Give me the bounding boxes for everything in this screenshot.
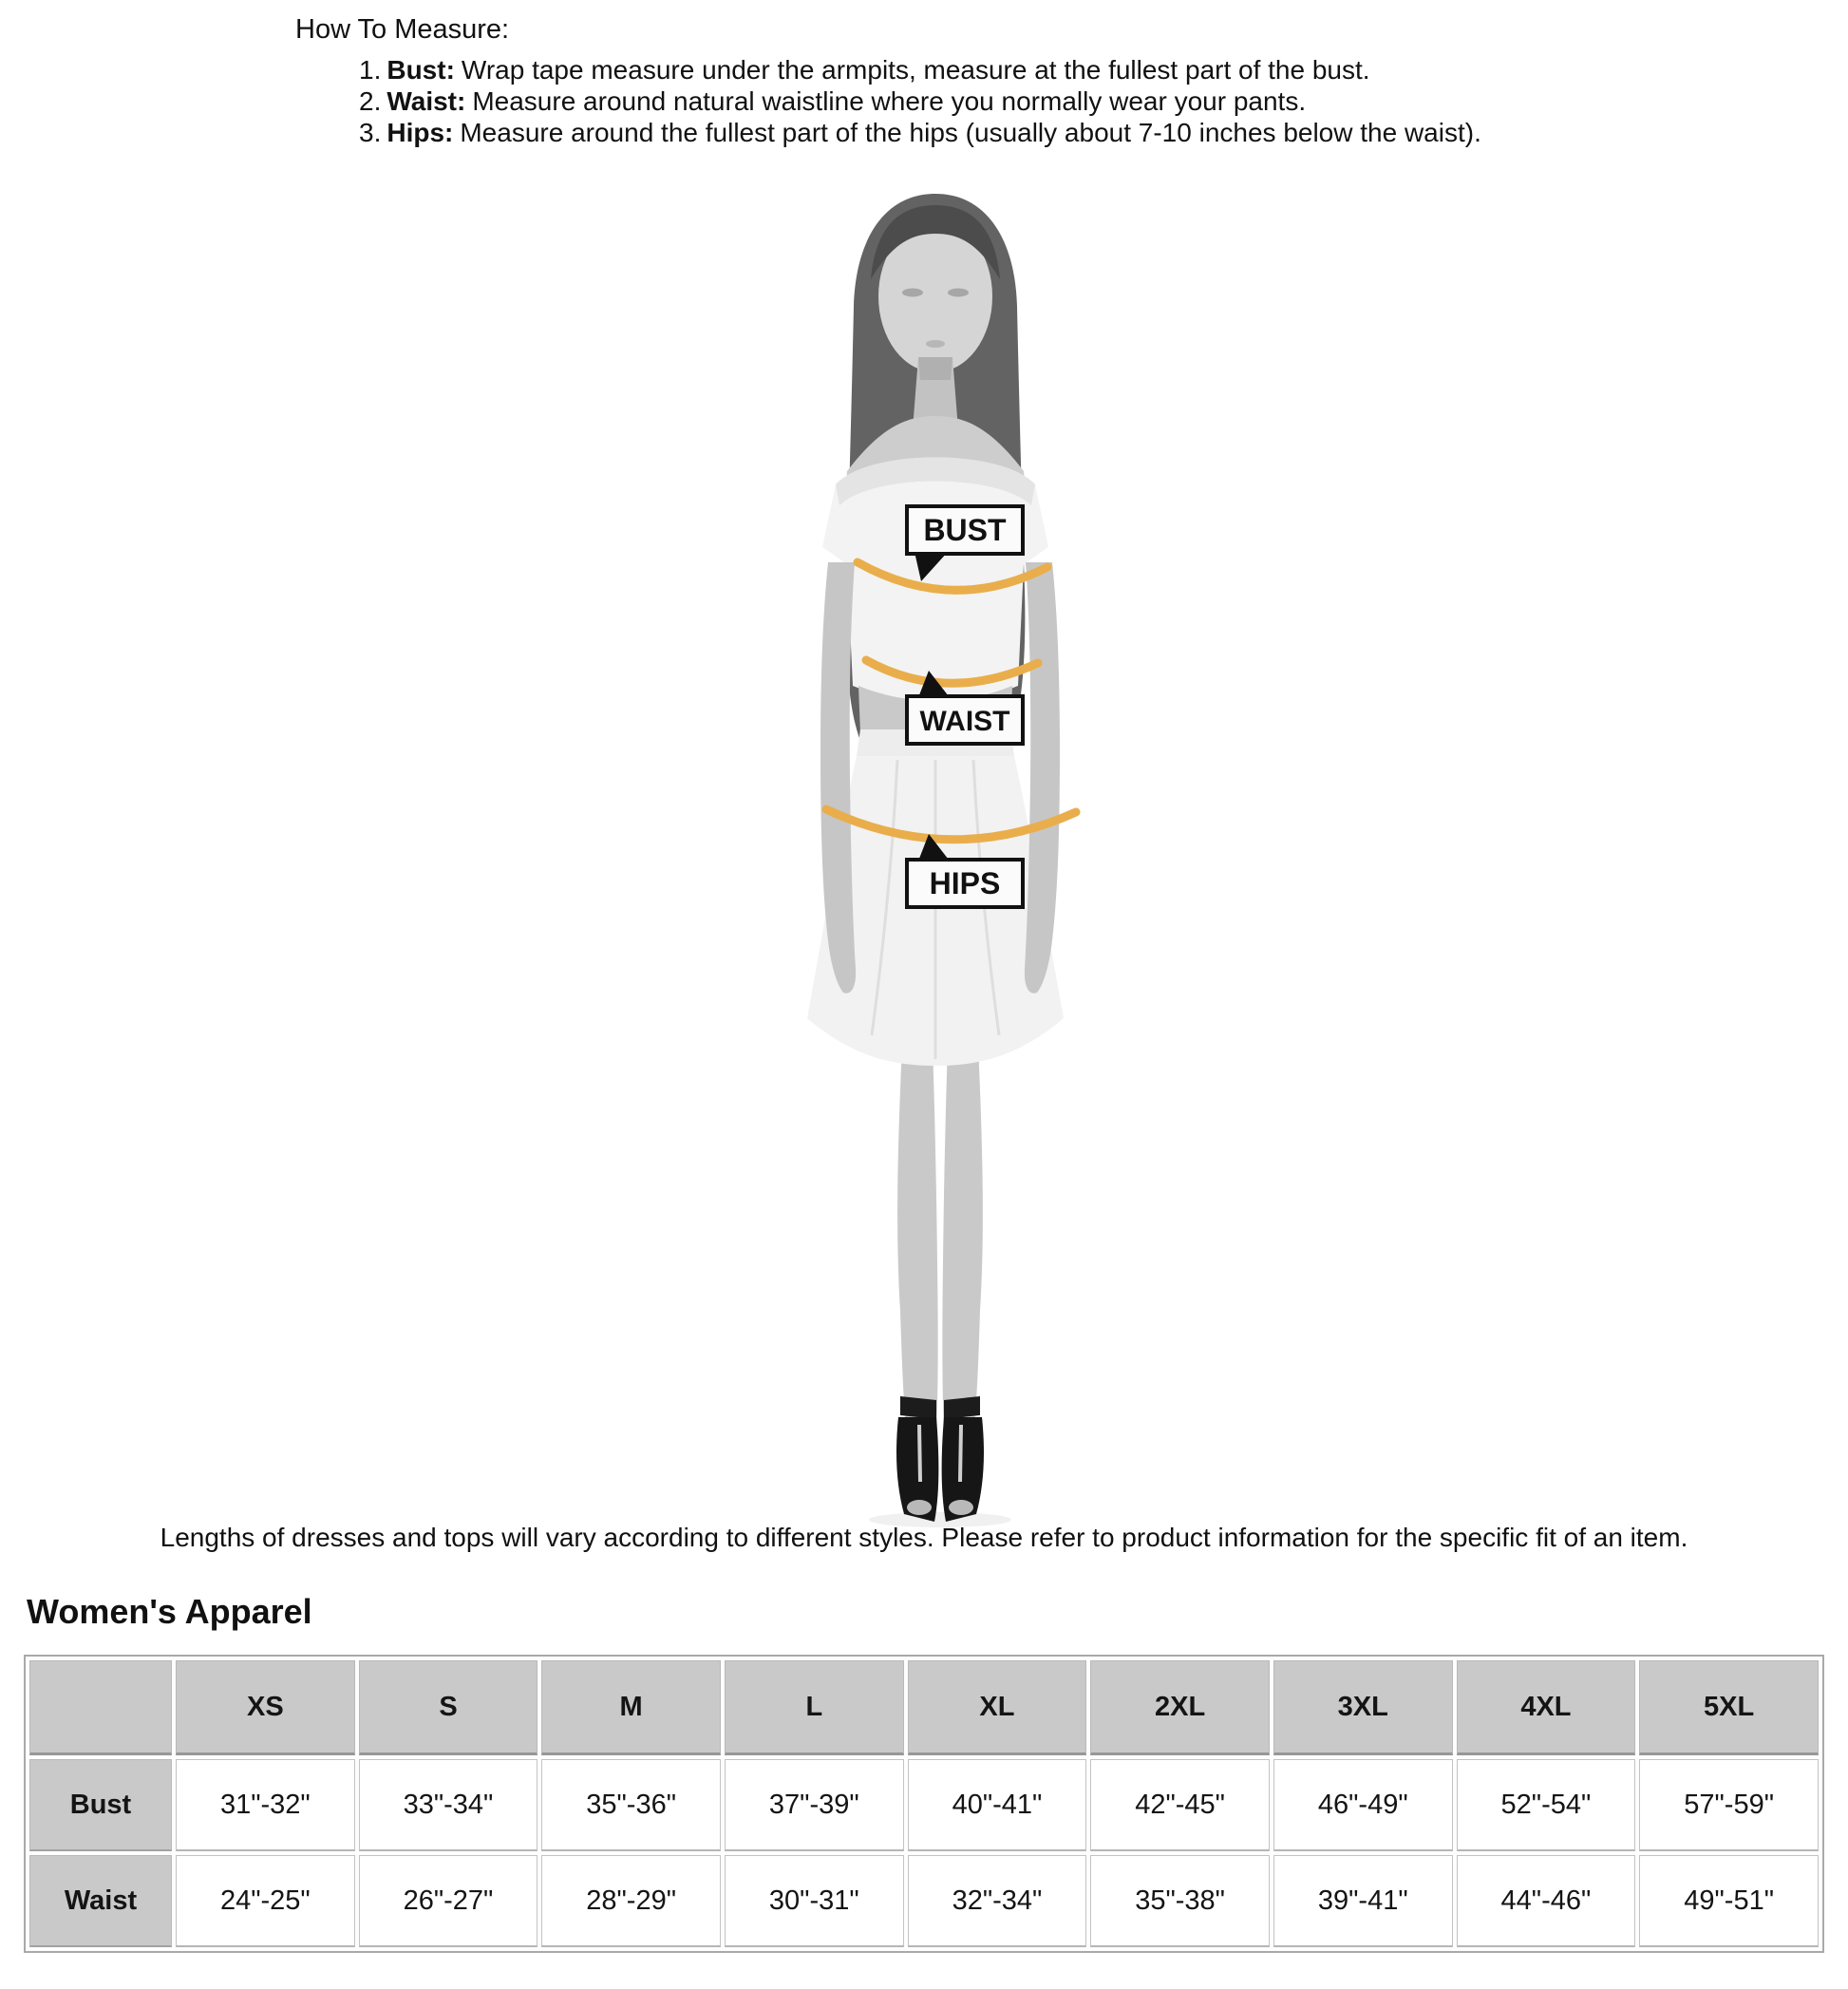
size-cell: 42"-45" bbox=[1090, 1759, 1270, 1851]
row-label: Bust bbox=[29, 1759, 172, 1851]
size-column-header: XL bbox=[908, 1660, 1087, 1755]
instruction-hips bbox=[359, 117, 1481, 148]
instruction-text: Measure around natural waistline where you normally wear your pants. bbox=[472, 86, 1307, 116]
lips bbox=[926, 340, 945, 348]
size-cell: 28"-29" bbox=[541, 1855, 721, 1947]
left-toes bbox=[907, 1500, 932, 1515]
instruction-label: Hips: bbox=[387, 118, 454, 147]
size-cell: 39"-41" bbox=[1273, 1855, 1453, 1947]
instruction-bust bbox=[359, 54, 1481, 85]
bust-tag-label: BUST bbox=[923, 513, 1007, 547]
size-cell: 44"-46" bbox=[1457, 1855, 1636, 1947]
size-cell: 35"-36" bbox=[541, 1759, 721, 1851]
size-table bbox=[24, 1655, 1824, 1953]
right-toes bbox=[949, 1500, 973, 1515]
instruction-text: Wrap tape measure under the armpits, measure at the fullest part of the bust. bbox=[461, 55, 1370, 85]
size-cell: 32"-34" bbox=[908, 1855, 1087, 1947]
size-column-header: S bbox=[359, 1660, 538, 1755]
size-column-header: L bbox=[725, 1660, 904, 1755]
row-label: Waist bbox=[29, 1855, 172, 1947]
size-column-header: 2XL bbox=[1090, 1660, 1270, 1755]
instruction-number: 2. bbox=[359, 86, 382, 116]
right-leg bbox=[942, 1045, 983, 1436]
fit-note: Lengths of dresses and tops will vary according to different styles. Please refer to product information for the specific fit of an item. bbox=[160, 1523, 1688, 1552]
measure-figure bbox=[741, 190, 1140, 1529]
size-column-header: 5XL bbox=[1639, 1660, 1819, 1755]
size-column-header: 4XL bbox=[1457, 1660, 1636, 1755]
bust-row bbox=[29, 1759, 1819, 1851]
size-cell: 26"-27" bbox=[359, 1855, 538, 1947]
left-ankle-strap bbox=[900, 1396, 936, 1419]
size-column-header: 3XL bbox=[1273, 1660, 1453, 1755]
waist-row bbox=[29, 1855, 1819, 1947]
instruction-waist bbox=[359, 85, 1481, 117]
size-cell: 52"-54" bbox=[1457, 1759, 1636, 1851]
instruction-number: 1. bbox=[359, 55, 382, 85]
instruction-text: Measure around the fullest part of the hips (usually about 7-10 inches below the waist). bbox=[460, 118, 1481, 147]
chin-shadow bbox=[918, 357, 952, 380]
size-cell: 30"-31" bbox=[725, 1855, 904, 1947]
hips-tag-label: HIPS bbox=[929, 866, 1001, 900]
size-cell: 33"-34" bbox=[359, 1759, 538, 1851]
size-cell: 24"-25" bbox=[176, 1855, 355, 1947]
size-cell: 31"-32" bbox=[176, 1759, 355, 1851]
measure-instructions-list bbox=[359, 54, 1481, 148]
instruction-number: 3. bbox=[359, 118, 382, 147]
right-eye bbox=[948, 289, 969, 297]
size-cell: 40"-41" bbox=[908, 1759, 1087, 1851]
left-leg bbox=[897, 1045, 938, 1436]
womens-apparel-title: Women's Apparel bbox=[27, 1592, 312, 1631]
size-cell: 46"-49" bbox=[1273, 1759, 1453, 1851]
size-cell: 35"-38" bbox=[1090, 1855, 1270, 1947]
size-table-header-row bbox=[29, 1660, 1819, 1755]
size-cell: 37"-39" bbox=[725, 1759, 904, 1851]
size-cell: 57"-59" bbox=[1639, 1759, 1819, 1851]
size-cell: 49"-51" bbox=[1639, 1855, 1819, 1947]
how-to-measure-heading: How To Measure: bbox=[295, 14, 510, 45]
corner-cell bbox=[29, 1660, 172, 1755]
right-arm bbox=[1025, 562, 1060, 994]
size-column-header: M bbox=[541, 1660, 721, 1755]
instruction-label: Bust: bbox=[387, 55, 455, 85]
instruction-label: Waist: bbox=[387, 86, 466, 116]
left-eye bbox=[902, 289, 923, 297]
right-ankle-strap bbox=[944, 1396, 980, 1419]
size-column-header: XS bbox=[176, 1660, 355, 1755]
waist-tag-label: WAIST bbox=[919, 706, 1010, 737]
model-figure-image bbox=[741, 190, 1140, 1529]
